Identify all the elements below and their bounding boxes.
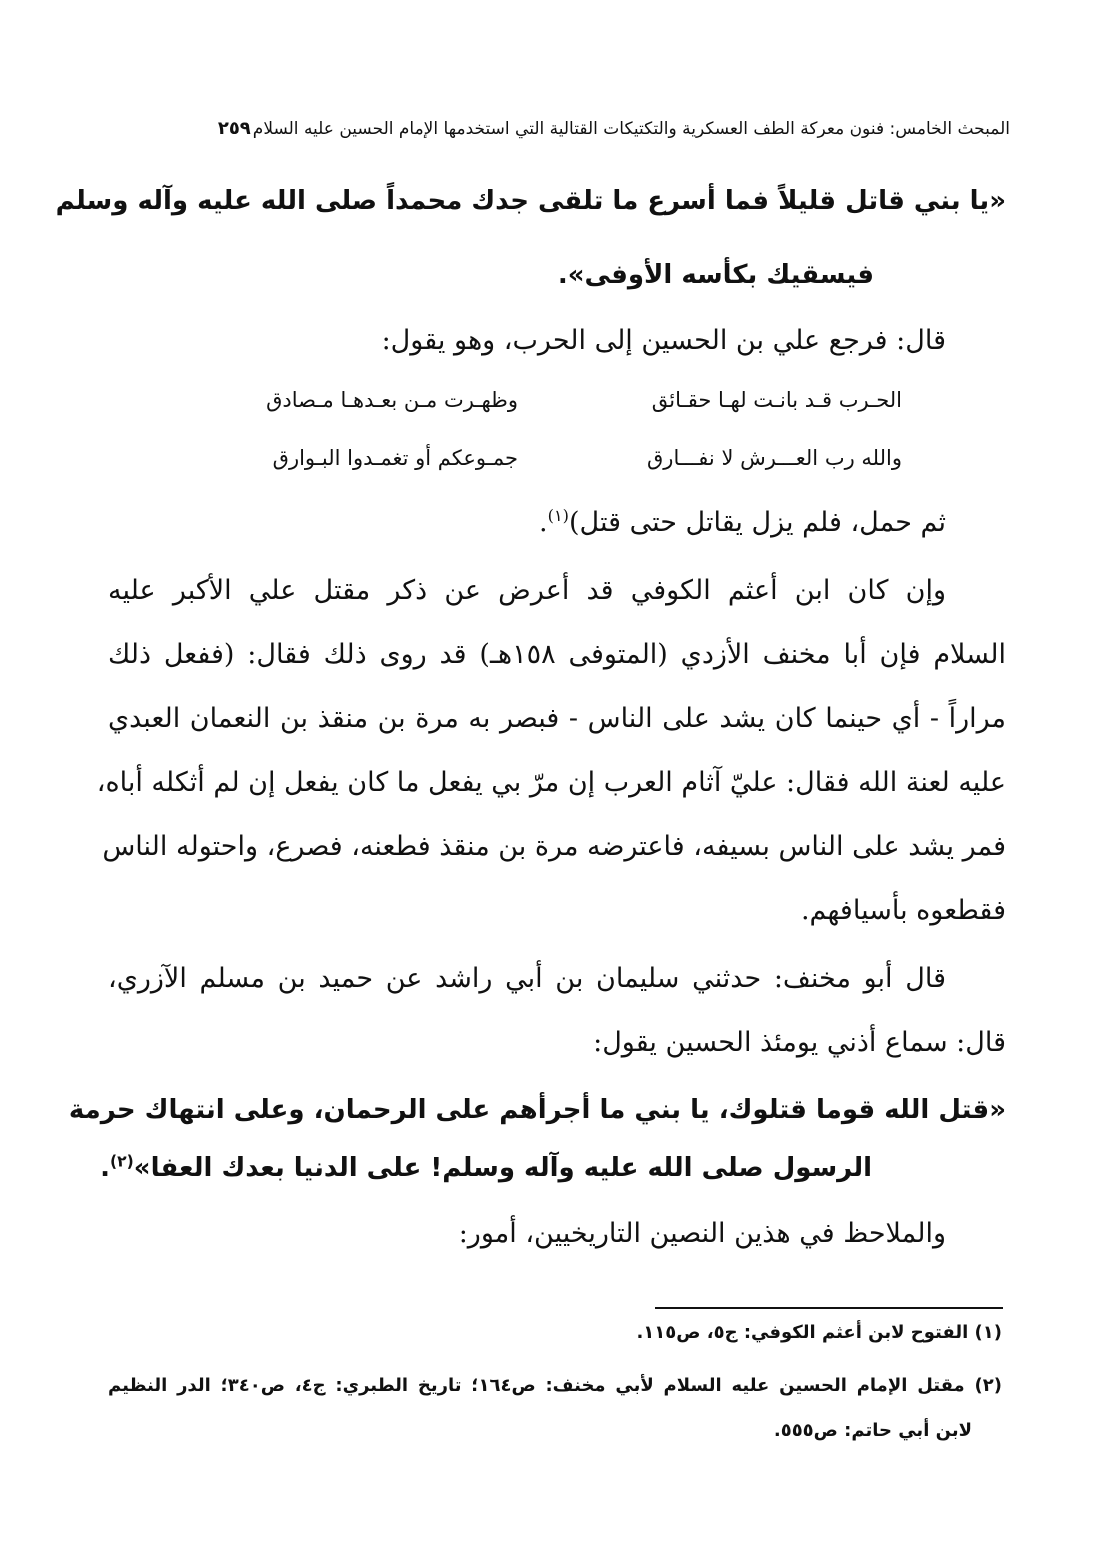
paragraph-1-line-6: فقطعوه بأسيافهم. <box>800 895 1006 926</box>
narration-2 <box>539 507 946 538</box>
narration-2-end: . <box>539 507 548 538</box>
poem-line-2-first-hemistich: والله رب العـــرش لا نفـــارق <box>647 446 902 470</box>
poem-line-1-first-hemistich: الحـرب قـد بانـت لهـا حقـائق <box>651 388 902 412</box>
footnote-ref-2: (٢) <box>109 1152 134 1171</box>
paragraph-2-line-1: قال أبو مخنف: حدثني سليمان بن أبي راشد عن حميد بن مسلم الآزري، <box>108 963 946 994</box>
quote-1-line-1: «يا بني قاتل قليلاً فما أسرع ما تلقى جدك محمداً صلى الله عليه وآله وسلم <box>55 186 1006 216</box>
paragraph-1-line-5: فمر يشد على الناس بسيفه، فاعترضه مرة بن منقذ فطعنه، فصرع، واحتوله الناس <box>102 831 1006 862</box>
paragraph-2-line-2: قال: سماع أذني يومئذ الحسين يقول: <box>593 1027 1006 1058</box>
footnote-2-line-1: (٢) مقتل الإمام الحسين عليه السلام لأبي مخنف: ص١٦٤؛ تاريخ الطبري: ج٤، ص٣٤٠؛ الدر النظيم <box>108 1375 1002 1396</box>
paragraph-3: والملاحظ في هذين النصين التاريخيين، أمور: <box>458 1218 946 1249</box>
running-header <box>92 112 1010 146</box>
narration-1: قال: فرجع علي بن الحسين إلى الحرب، وهو يقول: <box>381 325 946 356</box>
page-number: ٢٥٩ <box>217 118 251 139</box>
paragraph-1-line-3: مراراً - أي حينما كان يشد على الناس - فبصر به مرة بن منقذ بن النعمان العبدي <box>108 703 1006 734</box>
quote-1-line-2: فيسقيك بكأسه الأوفى». <box>557 260 874 290</box>
narration-2-text: ثم حمل، فلم يزل يقاتل حتى قتل) <box>568 507 946 538</box>
footnote-ref-1: (١) <box>547 506 569 525</box>
quote-2-line-2 <box>100 1153 872 1183</box>
quote-2-line-2-text: الرسول صلى الله عليه وآله وسلم! على الدنيا بعدك العفا» <box>133 1153 872 1183</box>
running-title: المبحث الخامس: فنون معركة الطف العسكرية والتكتيكات القتالية التي استخدمها الإمام الحسين عليه السلام <box>252 119 1010 139</box>
poem-line-1-second-hemistich: وظهـرت مـن بعـدهـا مـصادق <box>266 388 518 412</box>
paragraph-1-line-1: وإن كان ابن أعثم الكوفي قد أعرض عن ذكر مقتل علي الأكبر عليه <box>108 575 946 606</box>
paragraph-1-line-2: السلام فإن أبا مخنف الأزدي (المتوفى ١٥٨هـ) قد روى ذلك فقال: (ففعل ذلك <box>108 639 1006 670</box>
poem-line-2-second-hemistich: جمـوعكم أو تغمـدوا البـوارق <box>272 446 518 470</box>
quote-2-end: . <box>100 1153 110 1183</box>
footnote-1: (١) الفتوح لابن أعثم الكوفي: ج٥، ص١١٥. <box>636 1322 1002 1343</box>
footnote-separator <box>655 1307 1003 1309</box>
footnote-2-line-2: لابن أبي حاتم: ص٥٥٥. <box>773 1420 972 1441</box>
paragraph-1-line-4: عليه لعنة الله فقال: عليّ آثام العرب إن مرّ بي يفعل ما كان يفعل إن لم أثكله أباه، <box>96 767 1006 798</box>
quote-2-line-1: «قتل الله قوما قتلوك، يا بني ما أجرأهم على الرحمان، وعلى انتهاك حرمة <box>68 1095 1006 1125</box>
